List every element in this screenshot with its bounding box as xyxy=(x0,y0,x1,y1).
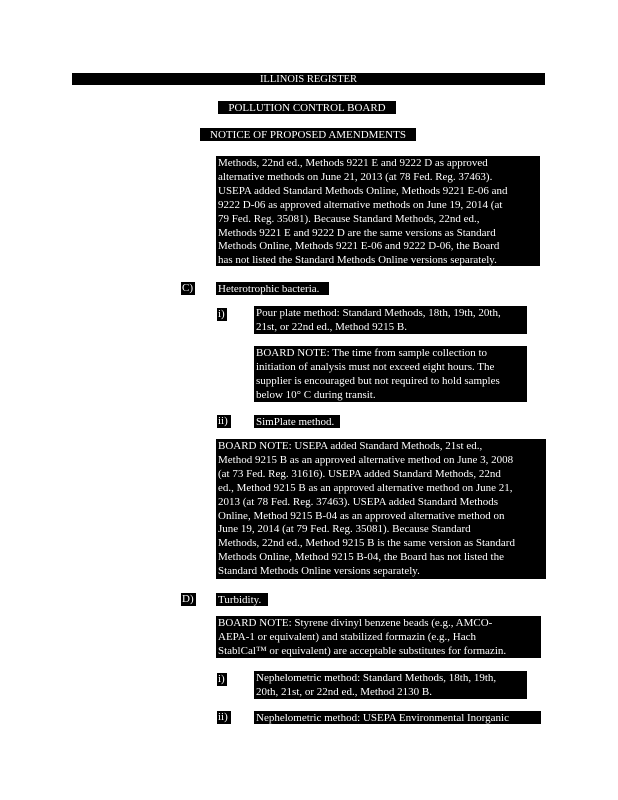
board-note-d xyxy=(216,616,541,658)
text-line: 2013 (at 78 Fed. Reg. 37463). USEPA added Standard Methods xyxy=(218,495,499,508)
text-line: AEPA-1 or equivalent) and stabilized formazin (e.g., Hach xyxy=(218,630,477,643)
text-line: Methods 9221 E and 9222 D are the same versions as Standard xyxy=(218,226,496,239)
text-line: 79 Fed. Reg. 35081). Because Standard Methods, 22nd ed., xyxy=(218,212,480,225)
text-line: ed., Method 9215 B as an approved alternative method on June 21, xyxy=(218,481,513,494)
text-line: USEPA added Standard Methods Online, Methods 9221 E-06 and xyxy=(218,184,508,197)
notice-title: NOTICE OF PROPOSED AMENDMENTS xyxy=(200,128,416,141)
text-line: June 19, 2014 (at 79 Fed. Reg. 35081). Because Standard xyxy=(218,523,471,536)
text-line: StablCal™ or equivalent) are acceptable substitutes for formazin. xyxy=(218,644,507,657)
item-c-ii-num: ii) xyxy=(217,415,231,428)
text-line: Nephelometric method: Standard Methods, 18th, 19th, xyxy=(256,672,497,684)
text-line: 9222 D-06 as approved alternative methods on June 19, 2014 (at xyxy=(218,198,503,211)
section-d-letter: D) xyxy=(181,593,196,606)
text-line: alternative methods on June 21, 2013 (at 78 Fed. Reg. 37463). xyxy=(218,170,493,183)
text-line: BOARD NOTE: Styrene divinyl benzene beads (e.g., AMCO- xyxy=(218,617,493,629)
text-line: Methods Online, Methods 9221 E-06 and 9222 D-06, the Board xyxy=(218,240,500,253)
text-line: BOARD NOTE: USEPA added Standard Methods, 21st ed., xyxy=(218,440,483,452)
item-c-i-text xyxy=(254,306,527,334)
text-line: Standard Methods Online versions separately. xyxy=(218,565,420,578)
text-line: below 10° C during transit. xyxy=(256,388,376,401)
board-note-c-ii xyxy=(216,439,546,579)
item-d-ii-num: ii) xyxy=(217,711,231,724)
paragraph-top xyxy=(216,156,540,266)
text-line: Pour plate method: Standard Methods, 18th, 19th, 20th, xyxy=(256,307,501,319)
register-title: ILLINOIS REGISTER xyxy=(72,73,545,85)
section-d-title: Turbidity. xyxy=(216,593,268,606)
item-d-ii-label: Nephelometric method: USEPA Environmental Inorganic xyxy=(254,711,541,724)
board-title: POLLUTION CONTROL BOARD xyxy=(218,101,396,114)
text-line: 21st, or 22nd ed., Method 9215 B. xyxy=(256,320,407,333)
text-line: BOARD NOTE: The time from sample collection to xyxy=(256,347,488,359)
item-c-i-num: i) xyxy=(217,308,227,321)
text-line: Method 9215 B as an approved alternative method on June 3, 2008 xyxy=(218,453,514,466)
text-line: Methods, 22nd ed., Method 9215 B is the same version as Standard xyxy=(218,537,515,550)
text-line: supplier is encouraged but not required to hold samples xyxy=(256,374,500,387)
text-line: 20th, 21st, or 22nd ed., Method 2130 B. xyxy=(256,685,432,698)
text-line: initiation of analysis must not exceed eight hours. The xyxy=(256,360,495,373)
text-line: Online, Method 9215 B-04 as an approved alternative method on xyxy=(218,509,505,522)
item-c-ii-label: SimPlate method. xyxy=(254,415,340,428)
text-line: Methods Online, Method 9215 B-04, the Board has not listed the xyxy=(218,551,504,564)
section-c-letter: C) xyxy=(182,282,193,294)
text-line: (at 73 Fed. Reg. 31616). USEPA added Standard Methods, 22nd xyxy=(218,467,501,480)
text-line: has not listed the Standard Methods Online versions separately. xyxy=(218,254,497,266)
item-d-i-text xyxy=(254,671,527,699)
item-d-i-num: i) xyxy=(217,673,227,686)
board-note-c-i xyxy=(254,346,527,402)
text-line: Methods, 22nd ed., Methods 9221 E and 9222 D as approved xyxy=(218,157,488,169)
section-c-title: Heterotrophic bacteria. xyxy=(216,282,329,295)
